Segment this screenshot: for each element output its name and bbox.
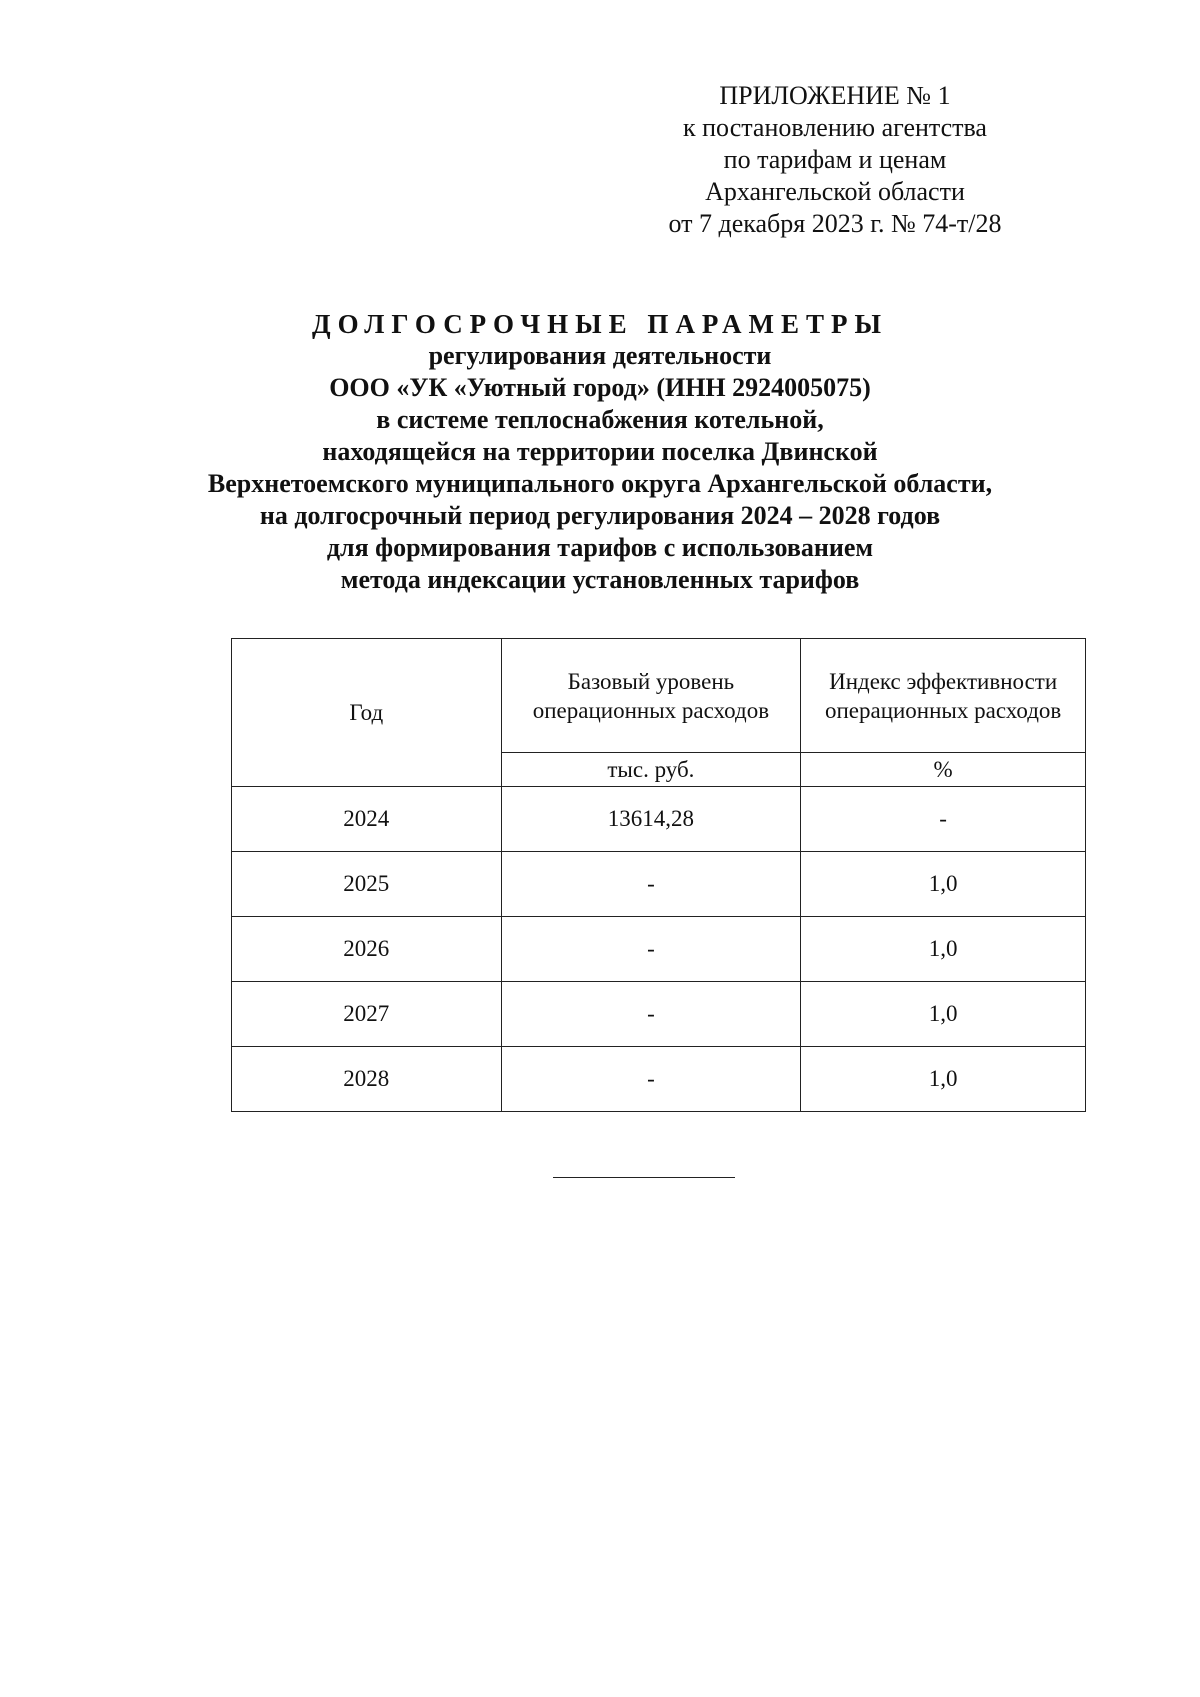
cell-base-level: -	[501, 1047, 801, 1112]
cell-efficiency-index: 1,0	[801, 852, 1086, 917]
appendix-date-number: от 7 декабря 2023 г. № 74-т/28	[668, 209, 1002, 238]
cell-base-level: -	[501, 852, 801, 917]
title-line: Верхнетоемского муниципального округа Архангельской области,	[207, 469, 993, 498]
table-row	[232, 787, 1086, 852]
title-line: метода индексации установленных тарифов	[340, 565, 860, 594]
appendix-resolution-line: к постановлению агентства	[683, 113, 987, 142]
cell-base-level: -	[501, 982, 801, 1047]
title-line: ООО «УК «Уютный город» (ИНН 2924005075)	[329, 373, 871, 402]
table-row	[232, 852, 1086, 917]
title-line: регулирования деятельности	[428, 341, 772, 370]
table-row	[232, 917, 1086, 982]
header-efficiency-index-line1: Индекс эффективности	[829, 668, 1058, 694]
table-header-row	[232, 639, 1086, 753]
parameters-table	[231, 638, 1086, 1112]
cell-year: 2027	[232, 982, 502, 1047]
title-line: для формирования тарифов с использованием	[326, 533, 874, 562]
appendix-number: ПРИЛОЖЕНИЕ № 1	[719, 81, 951, 110]
title-line: находящейся на территории поселка Двинской	[322, 437, 878, 466]
appendix-reference	[640, 80, 1030, 240]
cell-year: 2025	[232, 852, 502, 917]
table-row	[232, 1047, 1086, 1112]
cell-efficiency-index: 1,0	[801, 1047, 1086, 1112]
header-efficiency-index-line2: операционных расходов	[824, 697, 1062, 723]
appendix-region-line: Архангельской области	[705, 177, 965, 206]
cell-year: 2026	[232, 917, 502, 982]
appendix-agency-line: по тарифам и ценам	[723, 145, 947, 174]
document-title	[100, 308, 1100, 596]
cell-efficiency-index: -	[801, 787, 1086, 852]
header-efficiency-index	[801, 639, 1086, 753]
table-row	[232, 982, 1086, 1047]
title-heading: ДОЛГОСРОЧНЫЕ ПАРАМЕТРЫ	[312, 309, 888, 339]
header-base-level-line1: Базовый уровень	[567, 668, 735, 694]
header-base-level-line2: операционных расходов	[532, 697, 770, 723]
closing-divider	[553, 1177, 735, 1178]
cell-year: 2024	[232, 787, 502, 852]
cell-efficiency-index: 1,0	[801, 982, 1086, 1047]
cell-base-level: 13614,28	[501, 787, 801, 852]
header-year: Год	[232, 639, 502, 787]
cell-year: 2028	[232, 1047, 502, 1112]
unit-efficiency-index: %	[801, 753, 1086, 787]
title-line: на долгосрочный период регулирования 2024 – 2028 годов	[259, 501, 941, 530]
header-base-level	[501, 639, 801, 753]
unit-base-level: тыс. руб.	[501, 753, 801, 787]
cell-efficiency-index: 1,0	[801, 917, 1086, 982]
title-line: в системе теплоснабжения котельной,	[376, 405, 824, 434]
cell-base-level: -	[501, 917, 801, 982]
